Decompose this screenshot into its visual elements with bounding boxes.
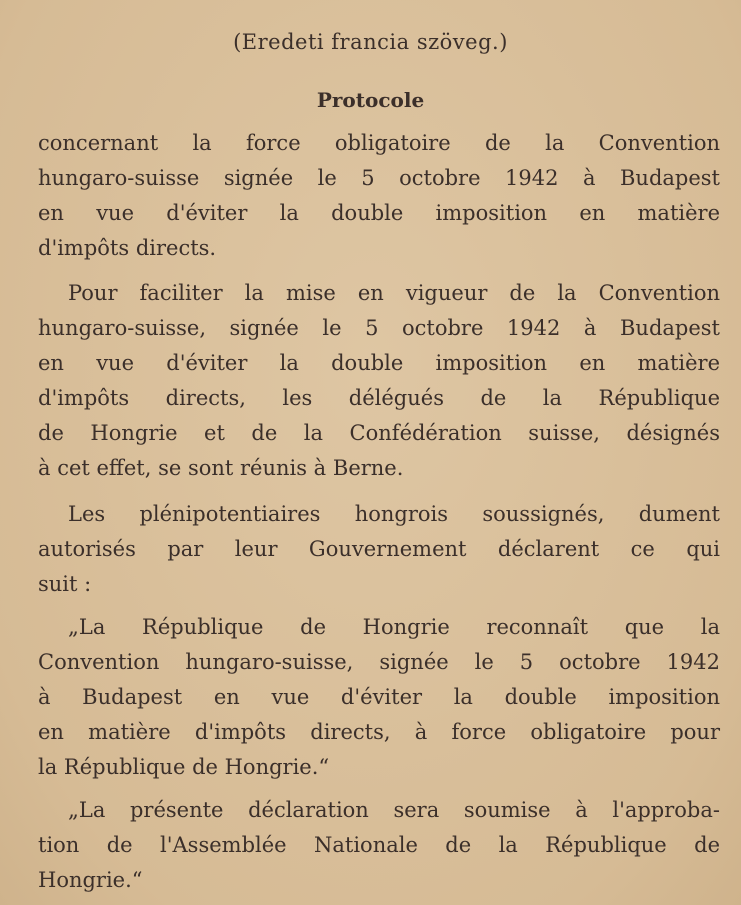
text-line: de Hongrie et de la Confédération suisse, désignés [38,421,720,445]
paragraph-preamble [38,276,720,486]
text-line: tion de l'Assemblée Nationale de la République de [38,833,720,857]
document-title: Protocole [316,88,425,112]
text-line: en vue d'éviter la double imposition en matière [38,351,720,375]
text-line: Les plénipotentiaires hongrois soussignés, dument [68,502,720,526]
text-line: la République de Hongrie.“ [38,755,330,779]
text-line: Convention hungaro-suisse, signée le 5 octobre 1942 [38,650,720,674]
paragraph-approval [38,793,720,898]
text-line: à cet effet, se sont réunis à Berne. [38,456,404,480]
text-line: autorisés par leur Gouvernement déclarent ce qui [38,537,720,561]
text-line: hungaro-suisse, signée le 5 octobre 1942 à Budapest [38,316,720,340]
text-line: Hongrie.“ [38,868,143,892]
text-line: suit : [38,572,92,596]
text-line: hungaro-suisse signée le 5 octobre 1942 à Budapest [38,166,720,190]
text-line: „La République de Hongrie reconnaît que la [68,615,720,639]
paragraph-intro [38,126,720,266]
document-subtitle: (Eredeti francia szöveg.) [233,30,508,54]
text-line: en matière d'impôts directs, à force obligatoire pour [38,720,720,744]
text-line: à Budapest en vue d'éviter la double imposition [38,685,720,709]
text-line: d'impôts directs. [38,236,217,260]
text-line: d'impôts directs, les délégués de la République [38,386,720,410]
text-line: Pour faciliter la mise en vigueur de la Convention [68,281,720,305]
text-line: en vue d'éviter la double imposition en matière [38,201,720,225]
text-line: concernant la force obligatoire de la Convention [38,131,720,155]
text-line: „La présente déclaration sera soumise à l'approba- [68,798,720,822]
paragraph-declaration [38,610,720,785]
paragraph-plenipotentiaries [38,497,720,602]
